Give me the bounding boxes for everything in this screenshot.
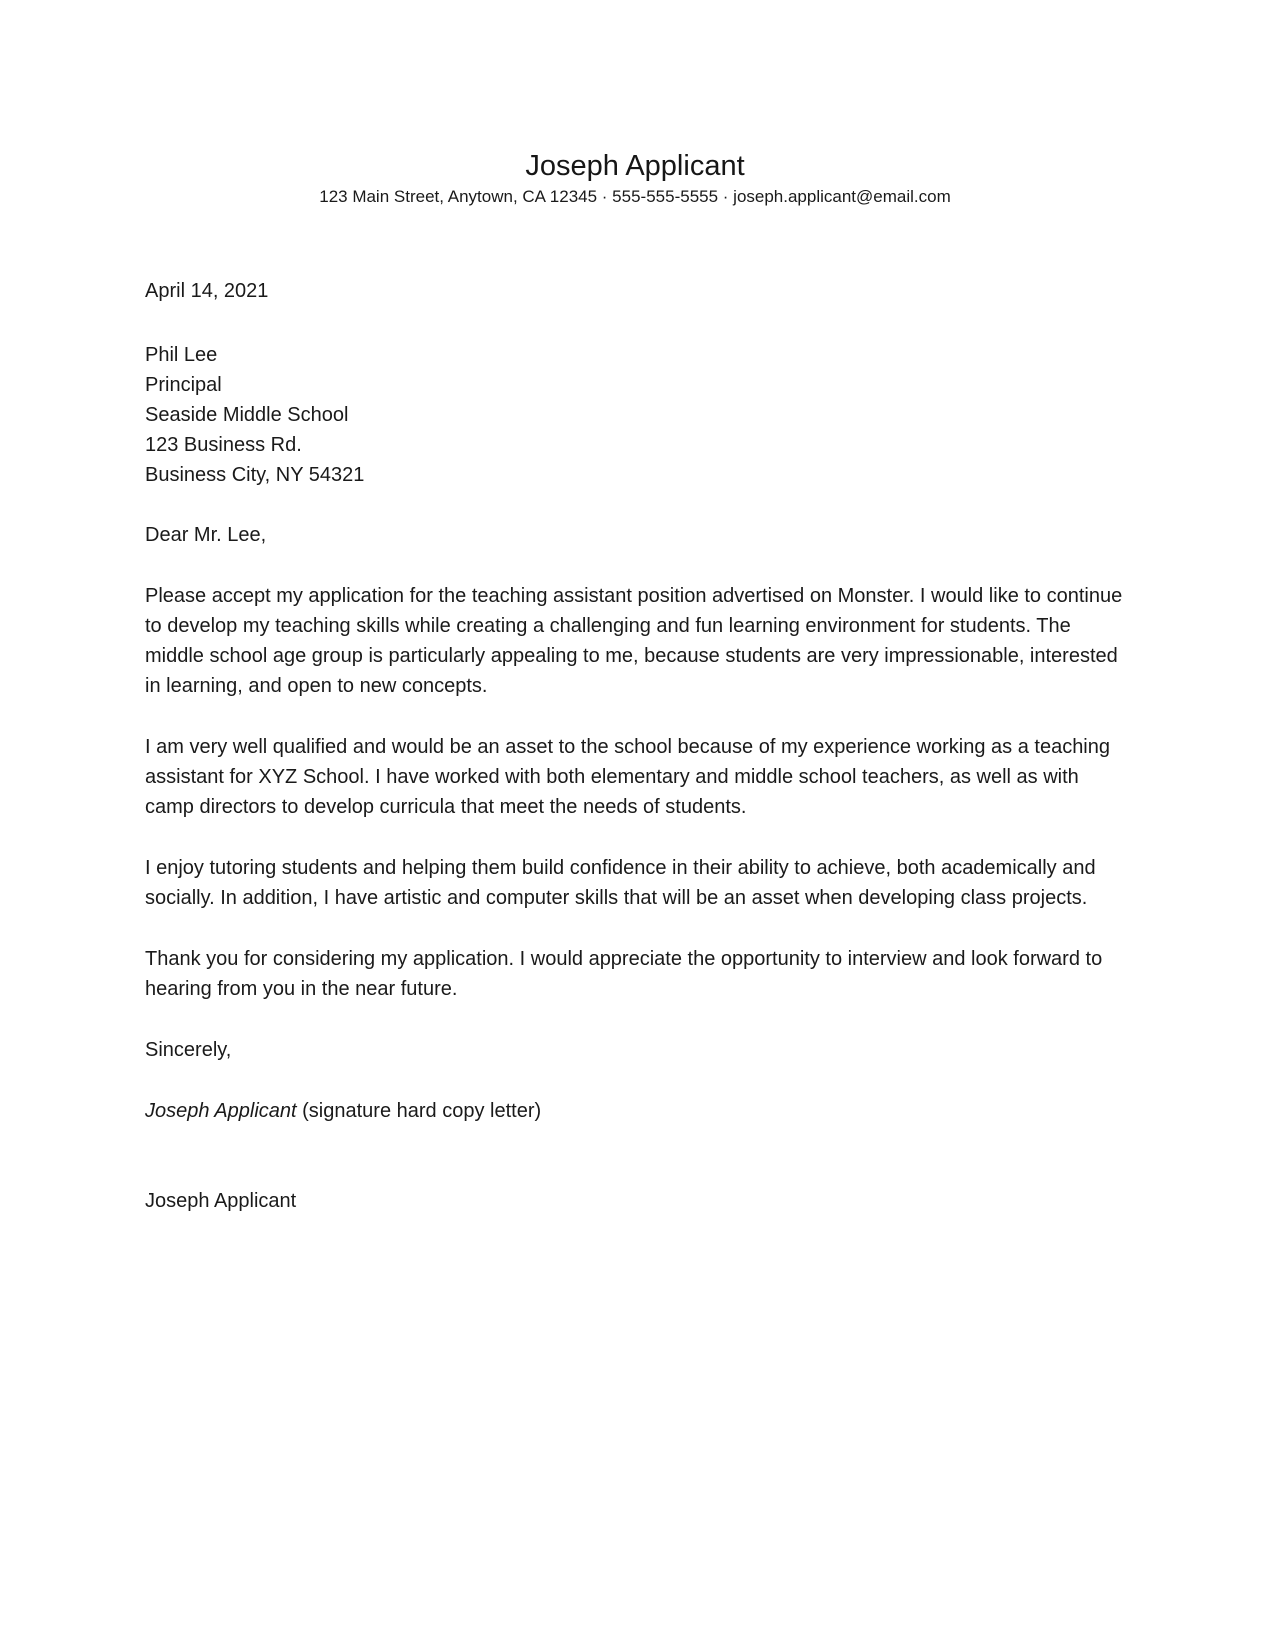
- recipient-address: [145, 340, 1125, 490]
- letter-date: April 14, 2021: [145, 280, 269, 302]
- body-paragraph-4: Thank you for considering my application. I would appreciate the opportunity to interview and look forward to hearing from you in the near future.: [145, 948, 1103, 1000]
- recipient-title: Principal: [145, 374, 222, 396]
- sender-name: Joseph Applicant: [525, 150, 745, 182]
- sender-contact: 123 Main Street, Anytown, CA 12345 · 555-555-5555 · joseph.applicant@email.com: [319, 187, 951, 206]
- signature-name: Joseph Applicant: [145, 1100, 297, 1122]
- letter-header: [145, 148, 1125, 210]
- recipient-city-state-zip: Business City, NY 54321: [145, 464, 365, 486]
- signature-note: (signature hard copy letter): [296, 1100, 542, 1122]
- recipient-name: Phil Lee: [145, 344, 218, 366]
- body-paragraph-1: Please accept my application for the teaching assistant position advertised on Monster. I would like to continue to develop my teaching skills while creating a challenging and fun learning environment for students. The middle school age group is particularly appealing to me, because students are very impressionable, interested in learning, and open to new concepts.: [145, 585, 1123, 697]
- body-paragraph-2: I am very well qualified and would be an asset to the school because of my experience working as a teaching assistant for XYZ School. I have worked with both elementary and middle school teachers, as well as with camp directors to develop curricula that meet the needs of students.: [145, 736, 1110, 818]
- salutation: Dear Mr. Lee,: [145, 524, 267, 546]
- signature-line: [145, 1096, 1125, 1126]
- recipient-street: 123 Business Rd.: [145, 434, 302, 456]
- typed-name: Joseph Applicant: [145, 1190, 297, 1212]
- closing: Sincerely,: [145, 1039, 232, 1061]
- body-paragraph-3: I enjoy tutoring students and helping them build confidence in their ability to achieve, both academically and socially. In addition, I have artistic and computer skills that will be an asset when developing class projects.: [145, 857, 1096, 909]
- recipient-organization: Seaside Middle School: [145, 404, 349, 426]
